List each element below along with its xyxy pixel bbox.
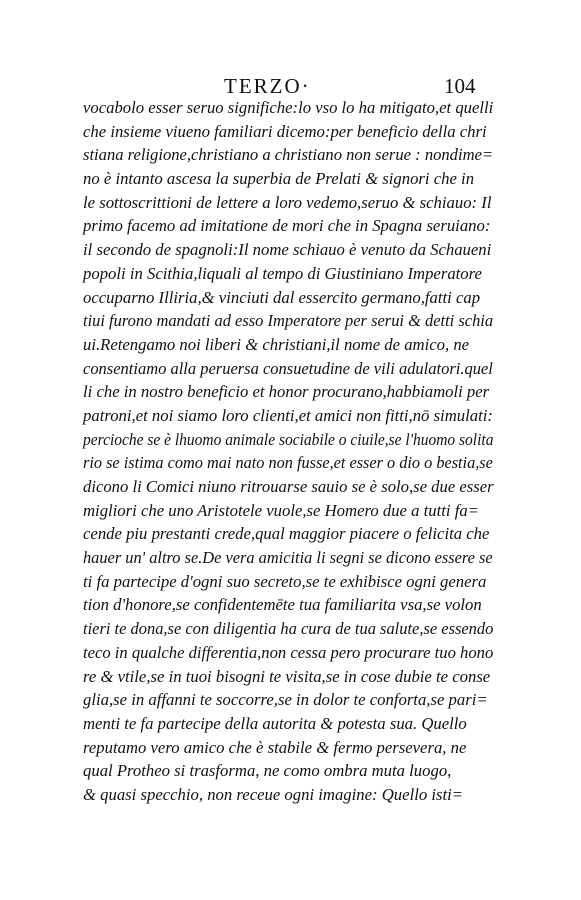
text-line: cende piu prestanti crede,qual maggior piacere o felicita che — [83, 524, 490, 544]
text-line: tion d'honore,se confidentemēte tua familiarita vsa,se volon — [83, 595, 482, 615]
text-line: rio se istima como mai nato non fusse,et esser o dio o bestia,se — [83, 453, 493, 473]
text-line: che insieme viueno familiari dicemo:per beneficio della chri — [83, 121, 487, 141]
text-line: le sottoscrittioni de lettere a loro vedemo,seruo & schiauo: Il — [83, 192, 492, 212]
text-line: reputamo vero amico che è stabile & fermo persevera, ne — [83, 737, 467, 757]
text-line: il secondo de spagnoli:Il nome schiauo è venuto da Schaueni — [83, 240, 492, 260]
text-line: patroni,et noi siamo loro clienti,et amici non fitti,nō simulati: — [83, 405, 493, 425]
text-line: ui.Retengamo noi liberi & christiani,il nome de amico, ne — [83, 334, 470, 354]
text-line: migliori che uno Aristotele vuole,se Homero due a tutti fa= — [83, 500, 479, 520]
text-line: hauer un' altro se.De vera amicitia li segni se dicono essere se — [83, 548, 493, 568]
page-number: 104 — [444, 74, 476, 98]
text-line: ti fa partecipe d'ogni suo secreto,se te exhibisce ogni genera — [83, 571, 487, 591]
text-line: teco in qualche differentia,non cessa pero procurare tuo hono — [83, 642, 494, 662]
text-line: percioche se è lhuomo animale sociabile o ciuile,se l'huomo solita — [83, 429, 494, 449]
body-text — [83, 96, 493, 807]
text-line: qual Protheo si trasforma, ne como ombra muta luogo, — [83, 761, 452, 781]
text-line: re & vtile,se in tuoi bisogni te visita,se in cose dubie te conse — [83, 666, 491, 686]
text-line: popoli in Scithia,liquali al tempo di Giustiniano Imperatore — [83, 263, 482, 283]
text-line: glia,se in affanni te soccorre,se in dolor te conforta,se pari= — [83, 690, 488, 710]
text-line: vocabolo esser seruo significhe:lo vso lo ha mitigato,et quelli — [83, 98, 494, 117]
running-head: TERZO· — [224, 74, 311, 98]
text-line: no è intanto ascesa la superbia de Prelati & signori che in — [83, 169, 475, 189]
text-line: occuparno Illiria,& vinciuti dal essercito germano,fatti cap — [83, 287, 481, 307]
text-line: stiana religione,christiano a christiano non serue : nondime= — [83, 145, 494, 165]
text-line: li che in nostro beneficio et honor procurano,habbiamoli per — [83, 382, 490, 402]
text-line: & quasi specchio, non receue ogni imagine: Quello isti= — [83, 784, 464, 804]
text-line: tieri te dona,se con diligentia ha cura de tua salute,se essendo — [83, 619, 494, 639]
text-line: consentiamo alla peruersa consuetudine de vili adulatori.quel — [83, 358, 493, 378]
text-line: tiui furono mandati ad esso Imperatore per serui & detti schia — [83, 311, 494, 331]
text-line: menti te fa partecipe della autorita & potesta sua. Quello — [83, 713, 467, 733]
text-line: dicono li Comici niuno ritrouarse sauio se è solo,se due esser — [83, 477, 494, 496]
text-line: primo facemo ad imitatione de mori che in Spagna seruiano: — [83, 216, 491, 236]
